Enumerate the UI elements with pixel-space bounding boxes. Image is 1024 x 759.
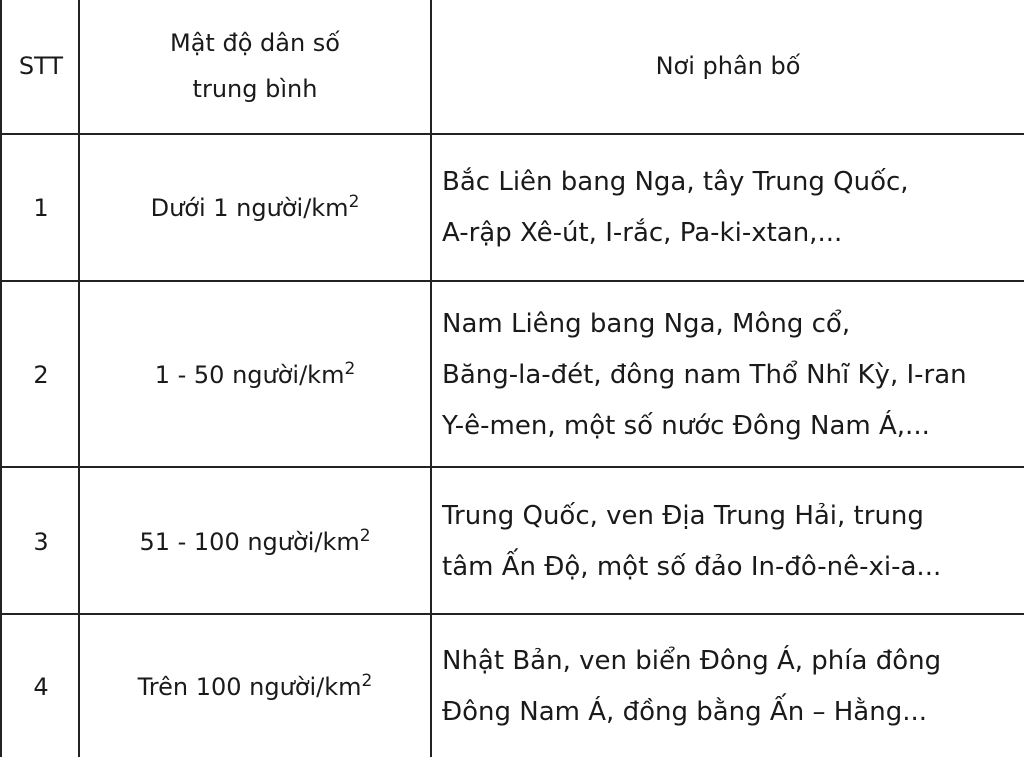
row-distribution <box>432 615 1024 759</box>
density-unit-exponent: 2 <box>361 671 373 691</box>
header-density-line2: trung bình <box>192 75 318 103</box>
row-stt: 3 <box>33 528 49 556</box>
density-value: 51 - 100 người/km <box>139 528 360 556</box>
distribution-line: Đông Nam Á, đồng bằng Ấn – Hằng... <box>442 697 927 727</box>
distribution-line: Băng-la-đét, đông nam Thổ Nhĩ Kỳ, I-ran <box>442 359 967 390</box>
row-distribution <box>432 135 1024 280</box>
density-value: Trên 100 người/km <box>137 673 362 701</box>
header-density-line1: Mật độ dân số <box>170 29 340 57</box>
density-unit-exponent: 2 <box>359 526 371 546</box>
distribution-line: Nhật Bản, ven biển Đông Á, phía đông <box>442 646 942 676</box>
distribution-line: tâm Ấn Độ, một số đảo In-đô-nê-xi-a... <box>442 552 942 582</box>
row-density <box>80 468 430 616</box>
distribution-line: Trung Quốc, ven Địa Trung Hải, trung <box>442 501 924 531</box>
table-row <box>0 280 1024 468</box>
row-stt: 2 <box>33 361 49 389</box>
row-stt: 1 <box>33 193 49 222</box>
row-stt: 4 <box>33 673 49 701</box>
distribution-line: Nam Liêng bang Nga, Mông cổ, <box>442 308 851 339</box>
header-stt: STT <box>18 52 64 80</box>
row-distribution <box>432 282 1024 468</box>
row-density <box>80 615 430 759</box>
density-unit-exponent: 2 <box>344 359 356 379</box>
distribution-line: Y-ê-men, một số nước Đông Nam Á,... <box>442 410 930 441</box>
table-row <box>0 466 1024 616</box>
density-value: Dưới 1 người/km <box>150 193 349 222</box>
row-density <box>80 135 430 280</box>
table-row <box>0 613 1024 759</box>
row-density <box>80 282 430 468</box>
header-density <box>80 0 430 134</box>
table-row <box>0 133 1024 280</box>
table-header-row <box>0 0 1024 134</box>
density-unit-exponent: 2 <box>348 191 360 212</box>
distribution-line: A-rập Xê-út, I-rắc, Pa-ki-xtan,... <box>442 217 843 248</box>
density-value: 1 - 50 người/km <box>154 361 345 389</box>
header-distribution: Nơi phân bố <box>655 51 801 80</box>
distribution-line: Bắc Liên bang Nga, tây Trung Quốc, <box>442 166 909 197</box>
row-distribution <box>432 468 1024 616</box>
